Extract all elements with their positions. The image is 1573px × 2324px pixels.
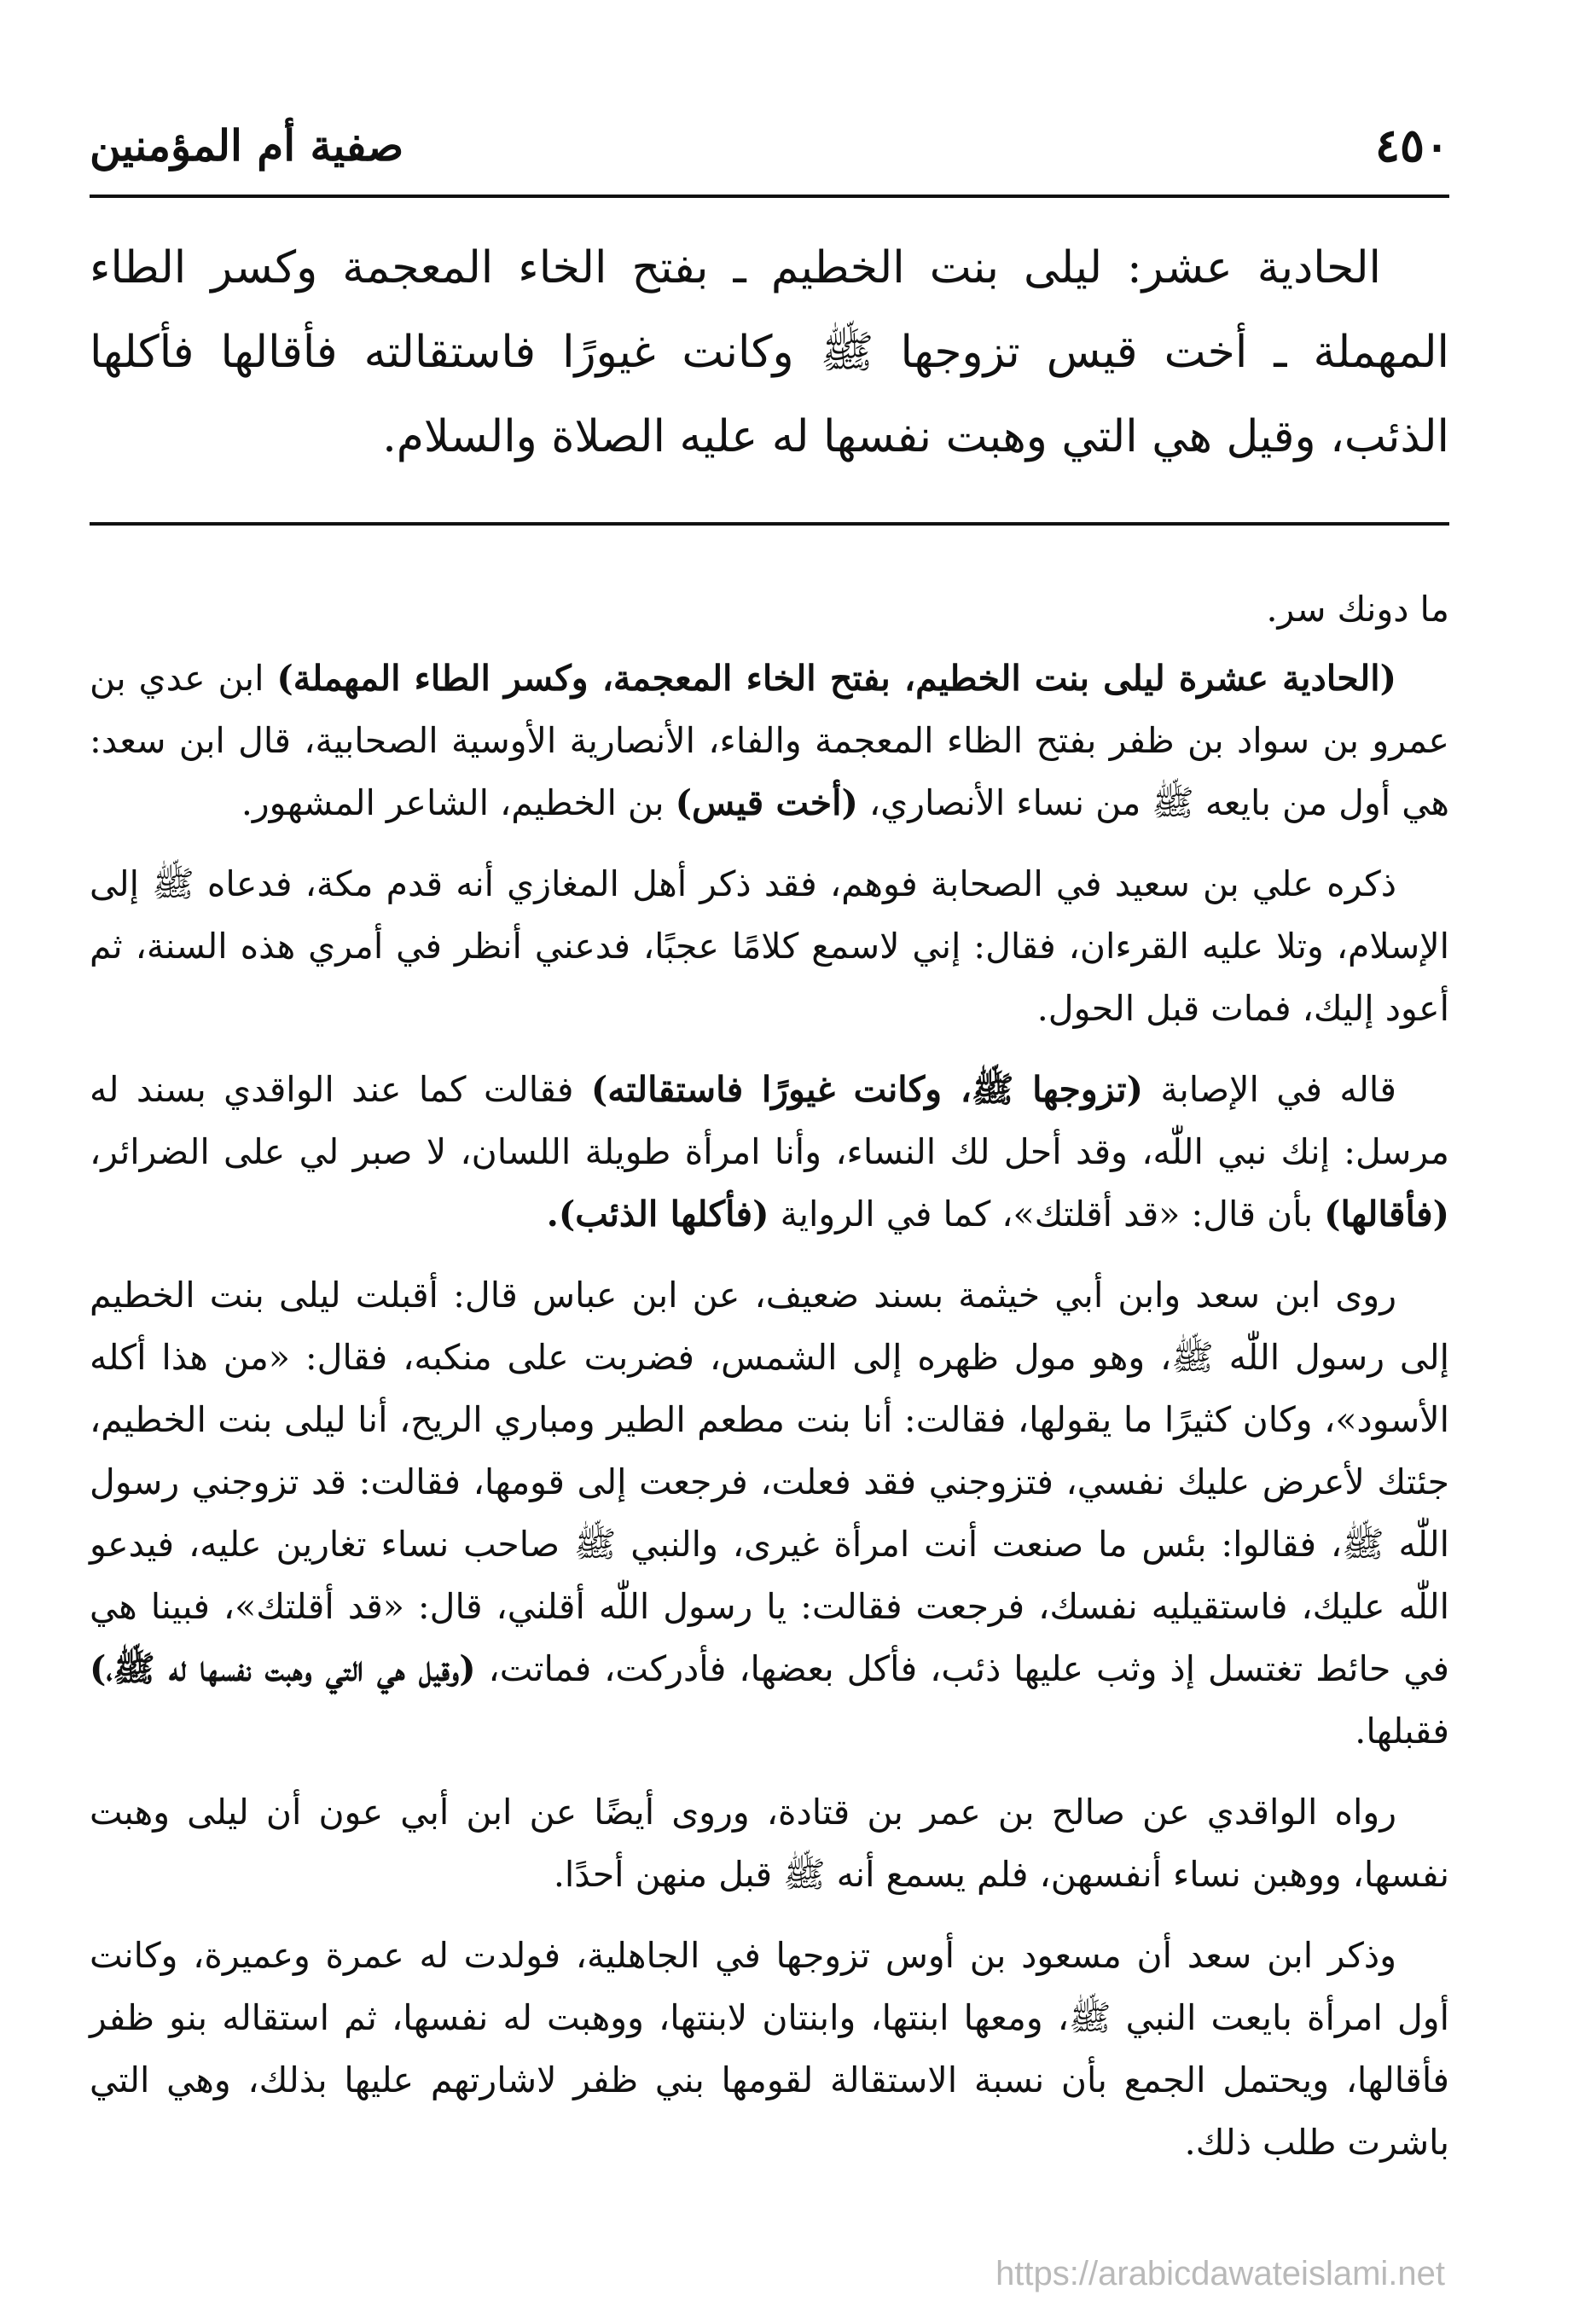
running-title: صفية أم المؤمنين — [90, 119, 404, 171]
quoted-phrase: (وقيل هي التي وهبت نفسها له ﷺ،) — [90, 1648, 476, 1689]
main-text-block — [90, 226, 1449, 479]
page-number: ٤٥٠ — [1374, 118, 1449, 172]
quoted-phrase: (فأكلها الذئب). — [546, 1194, 769, 1235]
quoted-phrase: (أخت قيس) — [675, 782, 858, 823]
section-divider — [90, 522, 1449, 526]
commentary-text: روى ابن سعد وابن أبي خيثمة بسند ضعيف، عن ابن عباس قال: أقبلت ليلى بنت الخطيم إلى رسول اللّٰه ﷺ، وهو مول ظهره إلى الشمس، فضربت على منكبه، فقال: «من هذا أكله الأسود»، وكان كثيرًا ما يقولها، فقالت: أنا بنت مطعم الطير ومباري الريح، أنا ليلى بنت الخطيم، جئتك لأعرض عليك نفسي، فتزوجني فقد فعلت، فرجعت إلى قومها، فقالت: قد تزوجني رسول اللّٰه ﷺ، فقالوا: بئس ما صنعت أنت امرأة غيرى، والنبي ﷺ صاحب نساء تغارين عليه، فيدعو اللّٰه عليك، فاستقيليه نفسك، فرجعت فقالت: يا رسول اللّٰه أقلني، قال: «قد أقلتك»، فبينا هي في حائط تغتسل إذ وثب عليها ذئب، فأكل بعضها، فأدركت، فماتت، — [90, 1275, 1449, 1689]
commentary-paragraph-3 — [90, 1059, 1449, 1246]
commentary-text: فقالت كما عند الواقدي بسند له مرسل: إنك نبي اللّٰه، وقد أحل لك النساء، وأنا امرأة طويلة اللسان، لا صبر لي على الضرائر، — [90, 1069, 1449, 1172]
page-header — [90, 102, 1449, 188]
quoted-phrase: (فأقالها) — [1324, 1194, 1449, 1235]
main-text-paragraph: الحادية عشر: ليلى بنت الخطيم ـ بفتح الخاء المعجمة وكسر الطاء المهملة ـ أخت قيس تزوجها ﷺ وكانت غيورًا فاستقالته فأقالها فأكلها الذئب، وقيل هي التي وهبت نفسها له عليه الصلاة والسلام. — [90, 242, 1449, 462]
commentary-paragraph-4 — [90, 1264, 1449, 1763]
commentary-paragraph-2: ذكره علي بن سعيد في الصحابة فوهم، فقد ذكر أهل المغازي أنه قدم مكة، فدعاه ﷺ إلى الإسلام، وتلا عليه القرءان، فقال: إني لاسمع كلامًا عجبًا، فدعني أنظر في أمري هذه السنة، ثم أعود إليك، فمات قبل الحول. — [90, 863, 1449, 1029]
commentary-paragraph-1 — [90, 648, 1449, 834]
commentary-text: قاله في الإصابة — [1143, 1069, 1396, 1110]
watermark-url: https://arabicdawateislami.net — [995, 2255, 1445, 2292]
quoted-phrase: (الحادية عشرة ليلى بنت الخطيم، بفتح الخاء المعجمة، وكسر الطاء المهملة) — [276, 658, 1396, 699]
commentary-block — [90, 578, 1449, 2193]
commentary-continuation: ما دونك سر. — [1266, 589, 1449, 630]
commentary-text: بن الخطيم، الشاعر المشهور. — [241, 782, 676, 823]
commentary-paragraph-6: وذكر ابن سعد أن مسعود بن أوس تزوجها في الجاهلية، فولدت له عمرة وعميرة، وكانت أول امرأة بايعت النبي ﷺ، ومعها ابنتها، وابنتان لابنتها، ووهبت له نفسها، ثم استقاله بنو ظفر فأقالها، ويحتمل الجمع بأن نسبة الاستقالة لقومها بني ظفر لاشارتهم عليها بذلك، وهي التي باشرت طلب ذلك. — [90, 1935, 1449, 2163]
quoted-phrase: (تزوجها ﷺ، وكانت غيورًا فاستقالته) — [590, 1069, 1144, 1110]
commentary-paragraph-5: رواه الواقدي عن صالح بن عمر بن قتادة، وروى أيضًا عن ابن أبي عون أن ليلى وهبت نفسها، ووهبن نساء أنفسهن، فلم يسمع أنه ﷺ قبل منهن أحدًا. — [90, 1792, 1449, 1895]
commentary-text: بأن قال: «قد أقلتك»، كما في الرواية — [769, 1194, 1325, 1235]
header-divider — [90, 195, 1449, 198]
commentary-text: ابن عدي بن عمرو بن سواد بن ظفر بفتح الظاء المعجمة والفاء، الأنصارية الأوسية الصحابية، قال ابن سعد: هي أول من بايعه ﷺ من نساء الأنصاري، — [90, 658, 1449, 823]
commentary-text: فقبلها. — [1355, 1711, 1449, 1752]
